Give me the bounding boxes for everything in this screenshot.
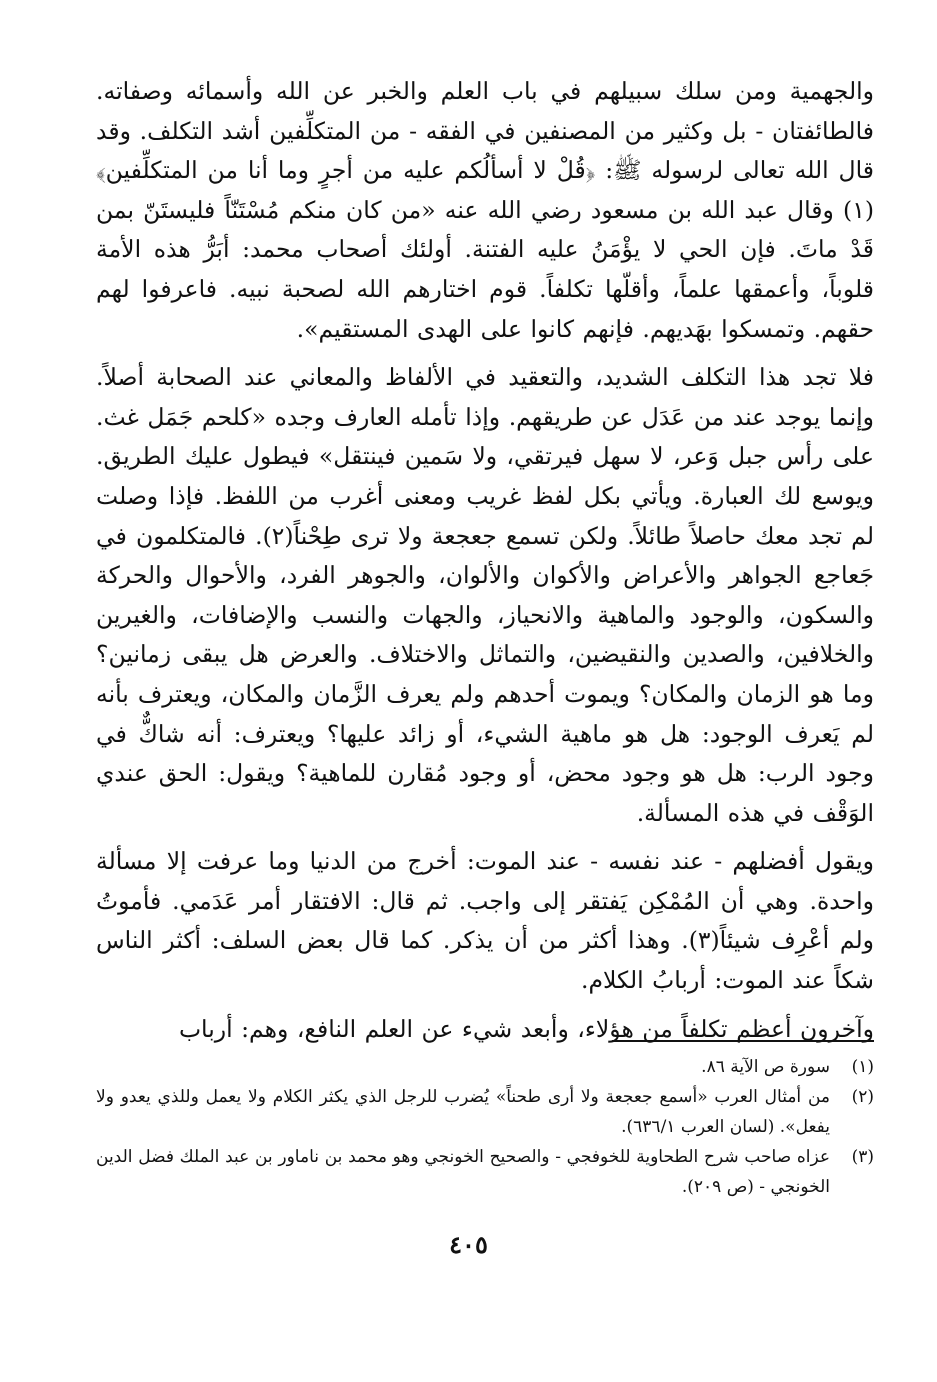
footnote-text: عزاه صاحب شرح الطحاوية للخوفجي - والصحيح الخونجي وهو محمد بن ناماور بن عبد الملك فضل الدين الخونجي - (ص ٢٠٩).	[96, 1147, 830, 1197]
footnote-number: (٣)	[851, 1147, 874, 1167]
paragraph-2: فلا تجد هذا التكلف الشديد، والتعقيد في الألفاظ والمعاني عند الصحابة أصلاً. وإنما يوجد عند من عَدَل عن طريقهم. وإذا تأمله العارف وجده «كلحم جَمَل غث. على رأس جبل وَعر، لا سهل فيرتقي، ولا سَمين فينتقل» فيطول عليك الطريق. ويوسع لك العبارة. ويأتي بكل لفظ غريب ومعنى أغرب من اللفظ. فإذا وصلت لم تجد معك حاصلاً طائلاً. ولكن تسمع جعجعة ولا ترى طِحْناً(٢). فالمتكلمون في جَعاجع الجواهر والأعراض والأكوان والألوان، والجوهر الفرد، والأحوال والحركة والسكون، والوجود والماهية والانحياز، والجهات والنسب والإضافات، والغيرين والخلافين، والصدين والنقيضين، والتماثل والاختلاف. والعرض هل يبقى زمانين؟ وما هو الزمان والمكان؟ ويموت أحدهم ولم يعرف الزَّمان والمكان، ويعترف بأنه لم يَعرف الوجود: هل هو ماهية الشيء، أو زائد عليها؟ ويعترف: أنه شاكٌّ في وجود الرب: هل هو وجود محض، أو وجود مُقارن للماهية؟ ويقول: الحق عندي الوَقْف في هذه المسألة.	[96, 363, 874, 827]
footnote-text: سورة ص الآية ٨٦.	[701, 1057, 830, 1077]
main-text	[96, 72, 874, 1049]
footnotes	[96, 1052, 874, 1202]
footnote-3	[96, 1142, 874, 1202]
footnote-number: (١)	[851, 1057, 874, 1077]
page-number: ٤٠٥	[449, 1230, 488, 1259]
footnote-1	[96, 1052, 874, 1082]
footnote-number: (٢)	[851, 1087, 874, 1107]
footnote-2	[96, 1082, 874, 1142]
paragraph-4: وآخرون أعظم تكلفاً من هؤلاء، وأبعد شيء عن العلم النافع، وهم: أرباب	[178, 1014, 874, 1043]
paragraph-3: ويقول أفضلهم - عند نفسه - عند الموت: أخرج من الدنيا وما عرفت إلا مسألة واحدة. وهي أن المُمْكِن يَفتقر إلى واجب. ثم قال: الافتقار أمر عَدَمي. فأموتُ ولم أعْرِف شيئاً(٣). وهذا أكثر من أن يذكر. كما قال بعض السلف: أكثر الناس شكاً عند الموت: أربابُ الكلام.	[96, 847, 874, 995]
footnote-text: من أمثال العرب «أسمع جعجعة ولا أرى طحناً» يُضرب للرجل الذي يكثر الكلام ولا يعمل وللذي يعدو ولا يفعل». (لسان العرب ٦٣٦/١).	[96, 1087, 830, 1137]
footnote-divider	[612, 1040, 874, 1042]
paragraph-1: والجهمية ومن سلك سبيلهم في باب العلم والخبر عن الله وأسمائه وصفاته. فالطائفتان - بل وكثير من المصنفين في الفقه - من المتكلِّفين أشد التكلف. وقد قال الله تعالى لرسوله ﷺ: ﴿قُلْ لا أسألُكم عليه من أجرٍ وما أنا من المتكلِّفين﴾(١) وقال عبد الله بن مسعود رضي الله عنه «من كان منكم مُسْتَنّاً فليستَنّ بمن قَدْ ماتَ. فإن الحي لا يؤْمَنُ عليه الفتنة. أولئك أصحاب محمد: أبَرُّ هذه الأمة قلوباً، وأعمقها علماً، وأقلّها تكلفاً. قوم اختارهم الله لصحبة نبيه. فاعرفوا لهم حقهم. وتمسكوا بهَديهم. فإنهم كانوا على الهدى المستقيم».	[96, 77, 874, 343]
